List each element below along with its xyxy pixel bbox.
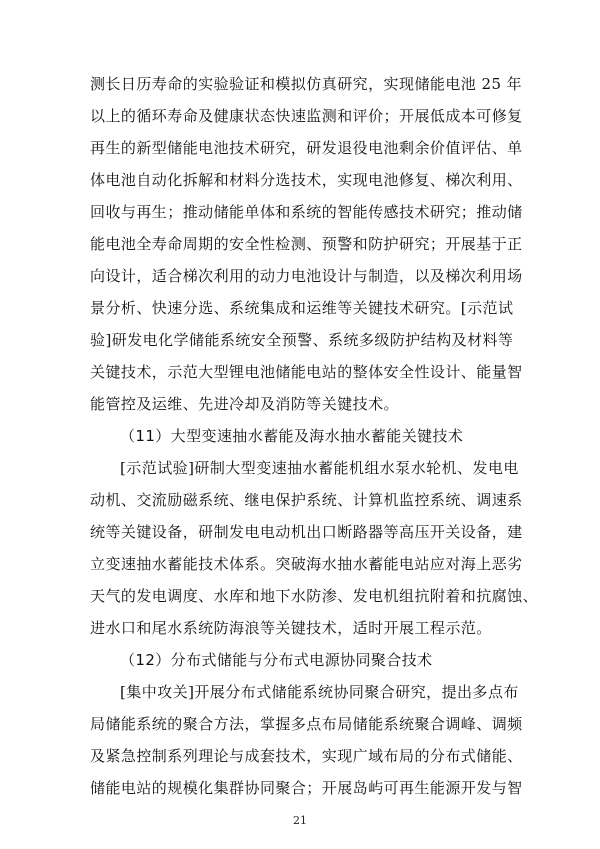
body-line: 及紧急控制系列理论与成套技术，实现广域布局的分布式储能、 <box>90 747 523 765</box>
body-line: 回收与再生；推动储能单体和系统的智能传感技术研究；推动储 <box>90 203 523 221</box>
section-heading: （11）大型变速抽水蓄能及海水抽水蓄能关键技术 <box>120 427 464 445</box>
body-line: 能电池全寿命周期的安全性检测、预警和防护研究；开展基于正 <box>90 235 523 253</box>
body-line: 能管控及运维、先进冷却及消防等关键技术。 <box>90 395 400 413</box>
section-heading: （12）分布式储能与分布式电源协同聚合技术 <box>120 651 433 669</box>
page-number: 21 <box>293 814 307 827</box>
body-line: 验]研发电化学储能系统安全预警、系统多级防护结构及材料等 <box>90 331 514 349</box>
body-line: 统等关键设备，研制发电电动机出口断路器等高压开关设备，建 <box>90 523 523 541</box>
body-line: 向设计，适合梯次利用的动力电池设计与制造，以及梯次利用场 <box>90 267 523 285</box>
body-line: 局储能系统的聚合方法，掌握多点布局储能系统聚合调峰、调频 <box>90 715 523 733</box>
body-line: 动机、交流励磁系统、继电保护系统、计算机监控系统、调速系 <box>90 491 523 509</box>
body-line: 再生的新型储能电池技术研究，研发退役电池剩余价值评估、单 <box>90 139 523 157</box>
body-line: 体电池自动化拆解和材料分选技术，实现电池修复、梯次利用、 <box>90 171 523 189</box>
body-line: [示范试验]研制大型变速抽水蓄能机组水泵水轮机、发电电 <box>120 459 519 477</box>
body-line: [集中攻关]开展分布式储能系统协同聚合研究，提出多点布 <box>120 683 519 701</box>
body-line: 储能电站的规模化集群协同聚合；开展岛屿可再生能源开发与智 <box>90 779 523 797</box>
body-line: 立变速抽水蓄能技术体系。突破海水抽水蓄能电站应对海上恶劣 <box>90 555 523 573</box>
body-line: 以上的循环寿命及健康状态快速监测和评价；开展低成本可修复 <box>90 107 523 125</box>
body-line: 关键技术，示范大型锂电池储能电站的整体安全性设计、能量智 <box>90 363 523 381</box>
body-line: 景分析、快速分选、系统集成和运维等关键技术研究。[示范试 <box>90 299 514 317</box>
body-line: 进水口和尾水系统防海浪等关键技术，适时开展工程示范。 <box>90 619 492 637</box>
body-line: 天气的发电调度、水库和地下水防渗、发电机组抗附着和抗腐蚀、 <box>90 587 539 605</box>
body-line: 测长日历寿命的实验验证和模拟仿真研究，实现储能电池 25 年 <box>90 75 523 93</box>
